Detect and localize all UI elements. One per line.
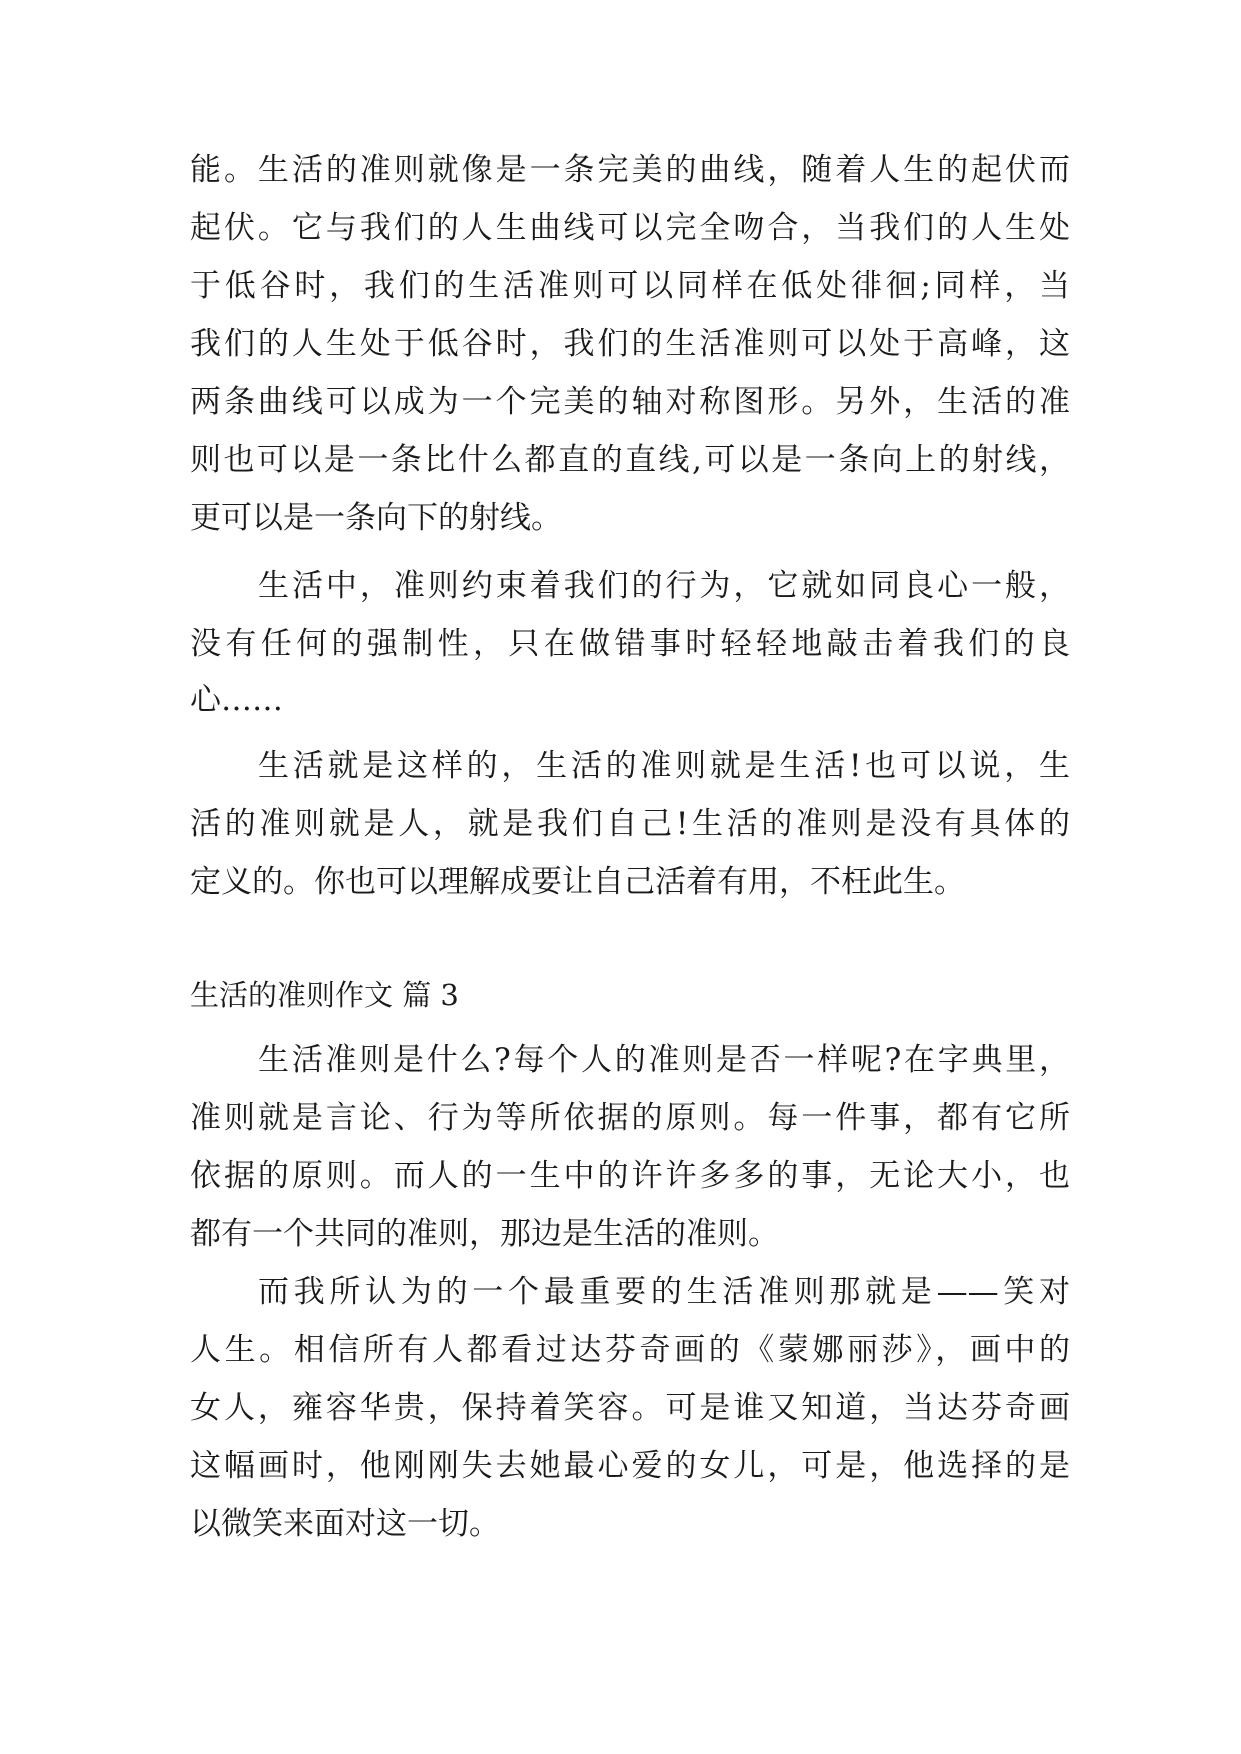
text-line: 依据的原则。而人的一生中的许许多多的事，无论大小，也 bbox=[190, 1158, 1070, 1194]
text-line: 以微笑来面对这一切。 bbox=[190, 1506, 500, 1542]
text-line: 活的准则就是人，就是我们自己!生活的准则是没有具体的 bbox=[190, 806, 1070, 842]
text-line: 起伏。它与我们的人生曲线可以完全吻合，当我们的人生处 bbox=[190, 210, 1070, 246]
text-line: 我们的人生处于低谷时，我们的生活准则可以处于高峰，这 bbox=[190, 326, 1070, 362]
text-line: 人生。相信所有人都看过达芬奇画的《蒙娜丽莎》，画中的 bbox=[190, 1332, 1070, 1368]
text-line: 生活就是这样的，生活的准则就是生活!也可以说，生 bbox=[258, 748, 1070, 784]
text-line: 女人，雍容华贵，保持着笑容。可是谁又知道，当达芬奇画 bbox=[190, 1390, 1070, 1426]
text-line: 定义的。你也可以理解成要让自己活着有用，不枉此生。 bbox=[190, 864, 965, 900]
text-line: 这幅画时，他刚刚失去她最心爱的女儿，可是，他选择的是 bbox=[190, 1448, 1070, 1484]
text-line: 于低谷时，我们的生活准则可以同样在低处徘徊;同样，当 bbox=[190, 268, 1070, 304]
text-line: 都有一个共同的准则，那边是生活的准则。 bbox=[190, 1216, 779, 1252]
text-line: 准则就是言论、行为等所依据的原则。每一件事，都有它所 bbox=[190, 1100, 1070, 1136]
text-line: 而我所认为的一个最重要的生活准则那就是——笑对 bbox=[258, 1274, 1070, 1310]
text-line: 没有任何的强制性，只在做错事时轻轻地敲击着我们的良 bbox=[190, 626, 1070, 662]
text-line: 心…… bbox=[190, 682, 283, 718]
text-line: 更可以是一条向下的射线。 bbox=[190, 500, 562, 536]
text-line: 则也可以是一条比什么都直的直线,可以是一条向上的射线， bbox=[190, 442, 1070, 478]
text-line: 能。生活的准则就像是一条完美的曲线，随着人生的起伏而 bbox=[190, 152, 1070, 188]
section-heading: 生活的准则作文 篇 3 bbox=[190, 978, 459, 1012]
text-line: 生活中，准则约束着我们的行为，它就如同良心一般， bbox=[258, 568, 1070, 604]
text-line: 生活准则是什么?每个人的准则是否一样呢?在字典里， bbox=[258, 1042, 1070, 1078]
text-line: 两条曲线可以成为一个完美的轴对称图形。另外，生活的准 bbox=[190, 384, 1070, 420]
